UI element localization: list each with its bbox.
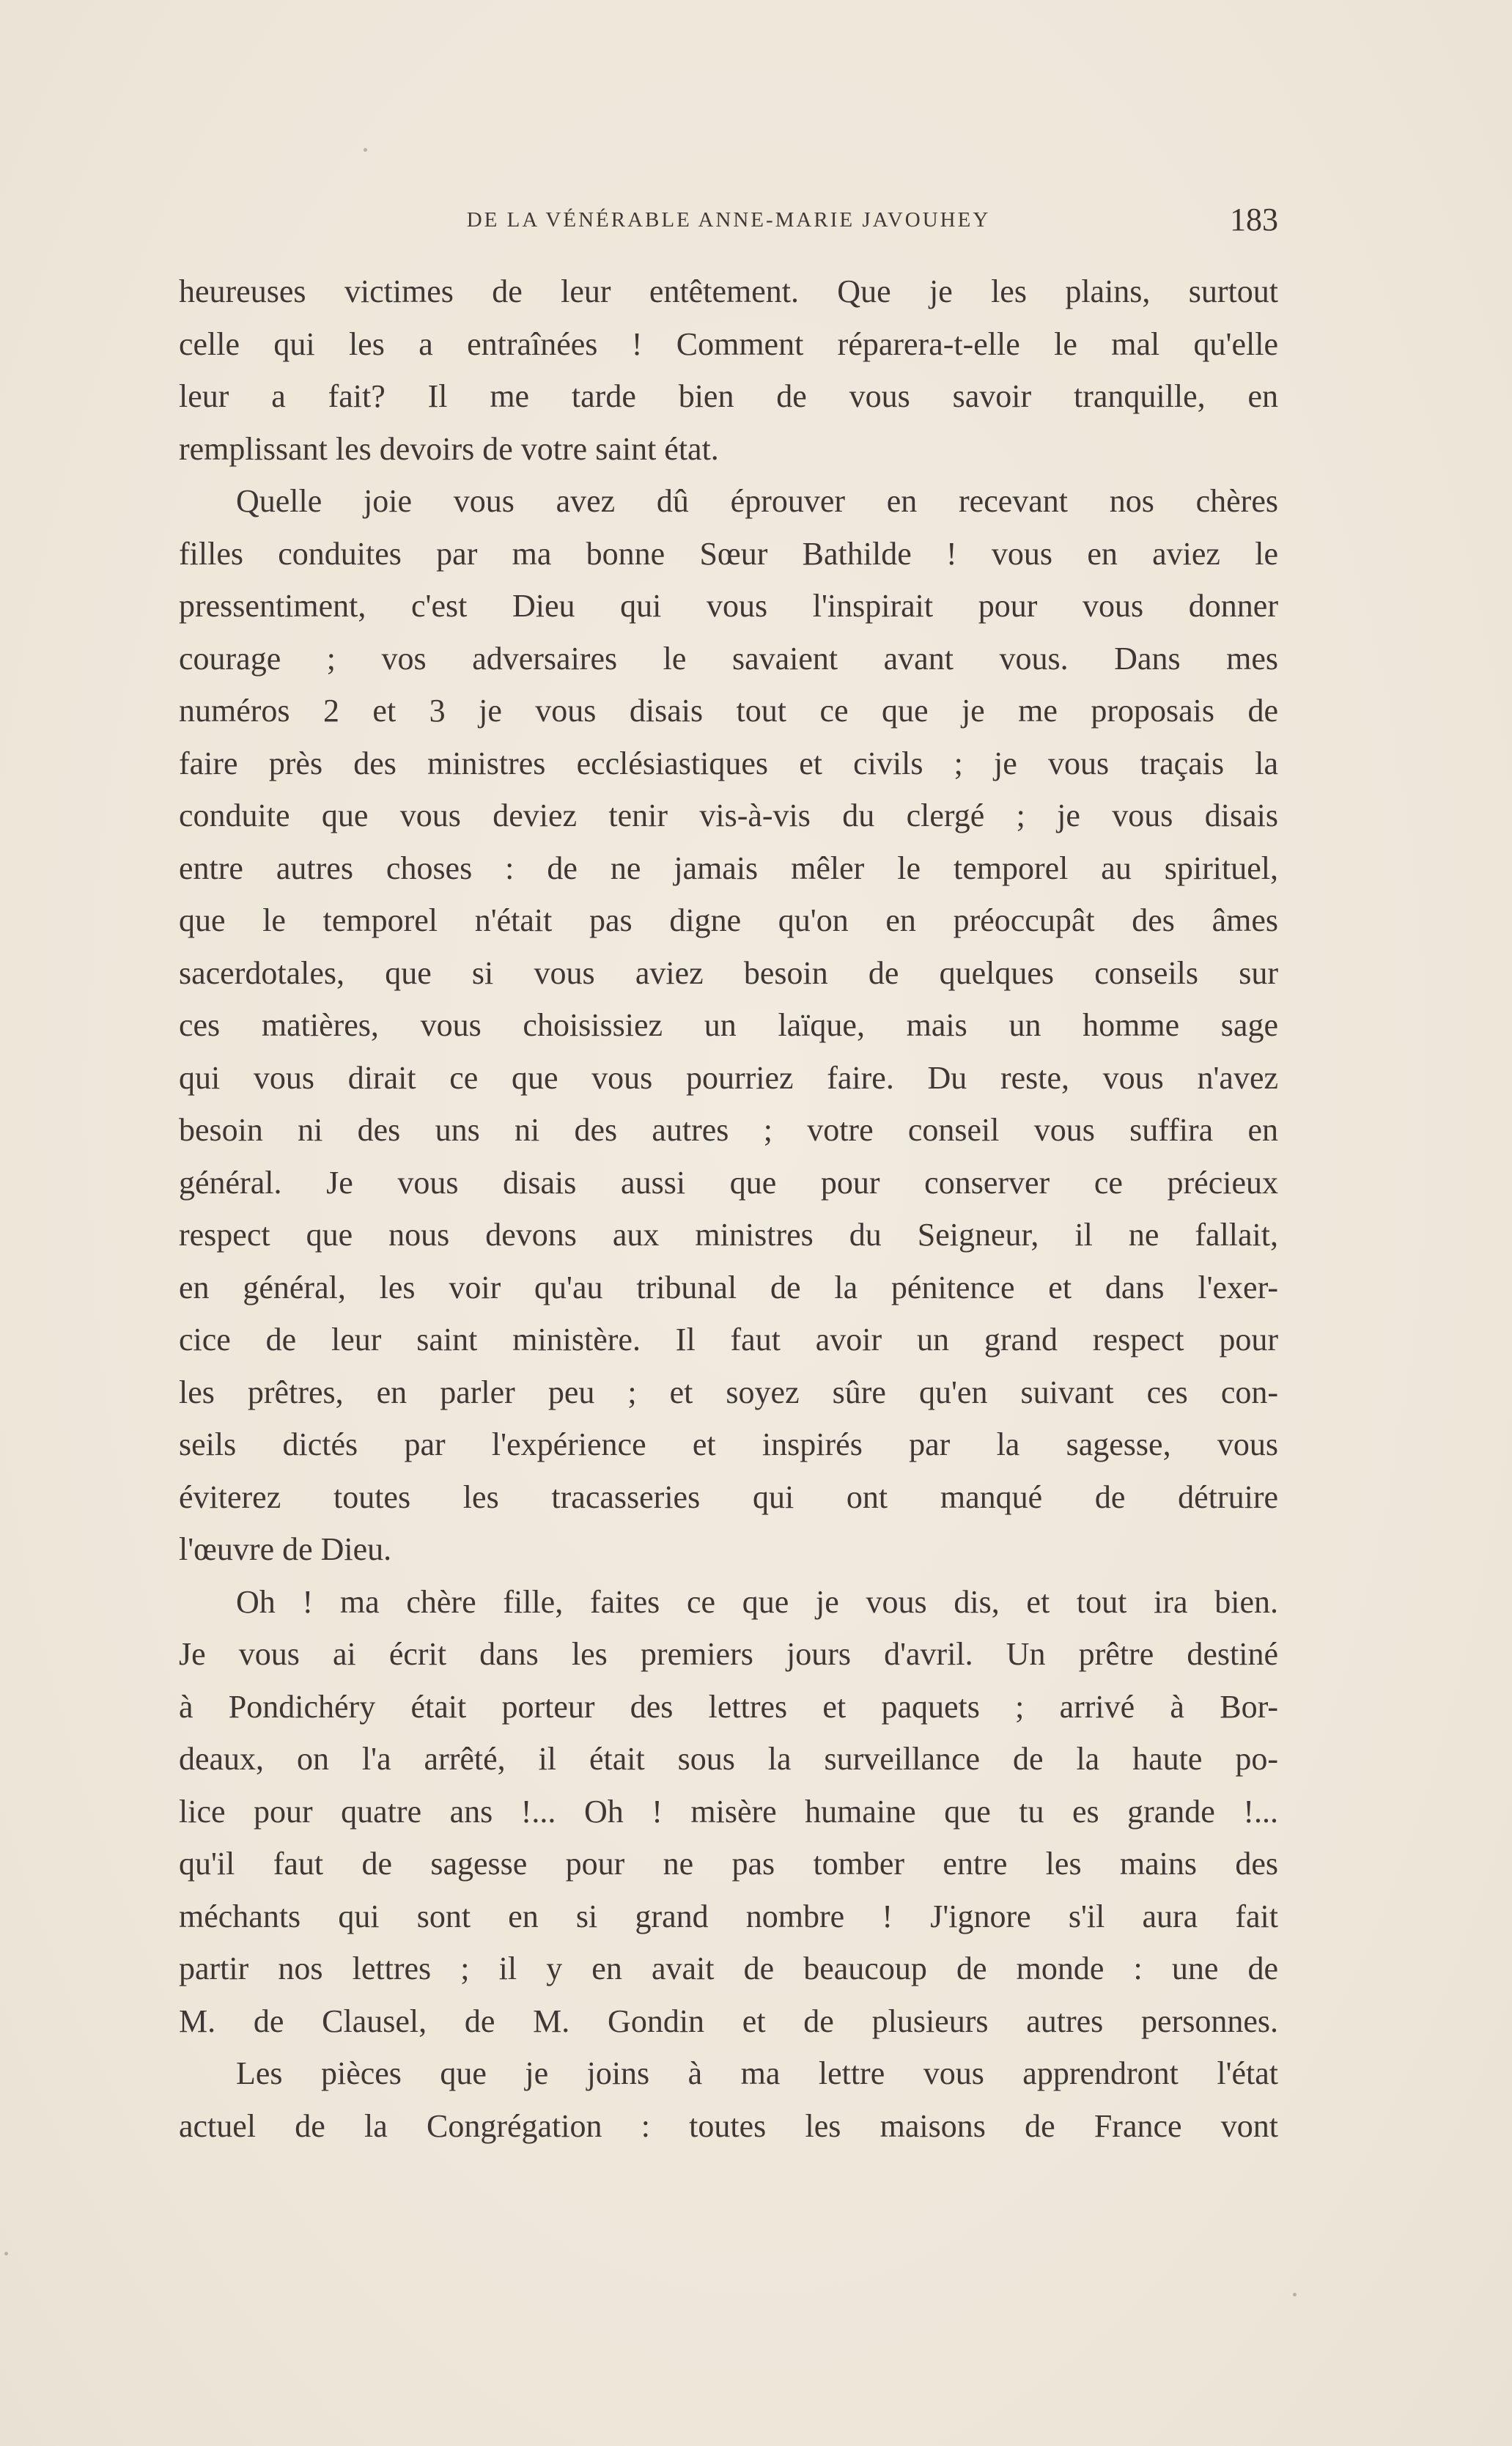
- running-title: DE LA VÉNÉRABLE ANNE-MARIE JAVOUHEY: [466, 208, 991, 232]
- running-head: [179, 199, 1278, 243]
- text-line: les prêtres, en parler peu ; et soyez sûre qu'en suivant ces con-: [179, 1374, 1278, 1410]
- text-line: faire près des ministres ecclésiastiques et civils ; je vous traçais la: [179, 745, 1278, 781]
- text-line: actuel de la Congrégation : toutes les maisons de France vont: [179, 2107, 1278, 2144]
- paragraph-start-line: Les pièces que je joins à ma lettre vous apprendront l'état: [236, 2055, 1278, 2091]
- text-line: partir nos lettres ; il y en avait de beaucoup de monde : une de: [179, 1950, 1278, 1986]
- text-line: qu'il faut de sagesse pour ne pas tomber entre les mains des: [179, 1846, 1278, 1882]
- text-line: pressentiment, c'est Dieu qui vous l'inspirait pour vous donner: [179, 588, 1278, 624]
- text-line: en général, les voir qu'au tribunal de la pénitence et dans l'exer-: [179, 1269, 1278, 1305]
- text-line: cice de leur saint ministère. Il faut avoir un grand respect pour: [179, 1322, 1278, 1358]
- text-line: filles conduites par ma bonne Sœur Bathilde ! vous en aviez le: [179, 535, 1278, 572]
- text-line: Je vous ai écrit dans les premiers jours d'avril. Un prêtre destiné: [179, 1636, 1278, 1672]
- text-line: leur a fait? Il me tarde bien de vous savoir tranquille, en: [179, 378, 1278, 414]
- text-line: respect que nous devons aux ministres du Seigneur, il ne fallait,: [179, 1217, 1278, 1253]
- text-line: lice pour quatre ans !... Oh ! misère humaine que tu es grande !...: [179, 1793, 1278, 1830]
- text-line: à Pondichéry était porteur des lettres et paquets ; arrivé à Bor-: [179, 1688, 1278, 1725]
- text-line: deaux, on l'a arrêté, il était sous la surveillance de la haute po-: [179, 1741, 1278, 1777]
- text-line: l'œuvre de Dieu.: [179, 1531, 392, 1567]
- text-line: éviterez toutes les tracasseries qui ont manqué de détruire: [179, 1478, 1278, 1515]
- paper-speck: [1293, 2293, 1297, 2296]
- text-line: qui vous dirait ce que vous pourriez faire. Du reste, vous n'avez: [179, 1059, 1278, 1096]
- text-line: besoin ni des uns ni des autres ; votre conseil vous suffira en: [179, 1112, 1278, 1148]
- text-line: méchants qui sont en si grand nombre ! J'ignore s'il aura fait: [179, 1898, 1278, 1934]
- text-line: celle qui les a entraînées ! Comment réparera-t-elle le mal qu'elle: [179, 325, 1278, 362]
- body-text: [179, 265, 1278, 2152]
- paragraph-start-line: Oh ! ma chère fille, faites ce que je vous dis, et tout ira bien.: [236, 1583, 1278, 1620]
- paragraph-start-line: Quelle joie vous avez dû éprouver en recevant nos chères: [236, 483, 1278, 519]
- paper-speck: [4, 2252, 8, 2255]
- text-line: numéros 2 et 3 je vous disais tout ce que je me proposais de: [179, 693, 1278, 729]
- text-line: ces matières, vous choisissiez un laïque, mais un homme sage: [179, 1007, 1278, 1043]
- paper-speck: [364, 148, 367, 152]
- text-line: sacerdotales, que si vous aviez besoin de quelques conseils sur: [179, 954, 1278, 991]
- text-line: remplissant les devoirs de votre saint état.: [179, 430, 719, 467]
- text-line: entre autres choses : de ne jamais mêler le temporel au spirituel,: [179, 850, 1278, 886]
- text-line: heureuses victimes de leur entêtement. Que je les plains, surtout: [179, 273, 1278, 309]
- text-line: conduite que vous deviez tenir vis-à-vis du clergé ; je vous disais: [179, 797, 1278, 833]
- text-line: M. de Clausel, de M. Gondin et de plusieurs autres personnes.: [179, 2003, 1278, 2039]
- text-line: général. Je vous disais aussi que pour conserver ce précieux: [179, 1164, 1278, 1201]
- page-number: 183: [1230, 202, 1278, 237]
- text-line: courage ; vos adversaires le savaient avant vous. Dans mes: [179, 640, 1278, 677]
- text-line: seils dictés par l'expérience et inspirés par la sagesse, vous: [179, 1426, 1278, 1462]
- text-line: que le temporel n'était pas digne qu'on en préoccupât des âmes: [179, 902, 1278, 938]
